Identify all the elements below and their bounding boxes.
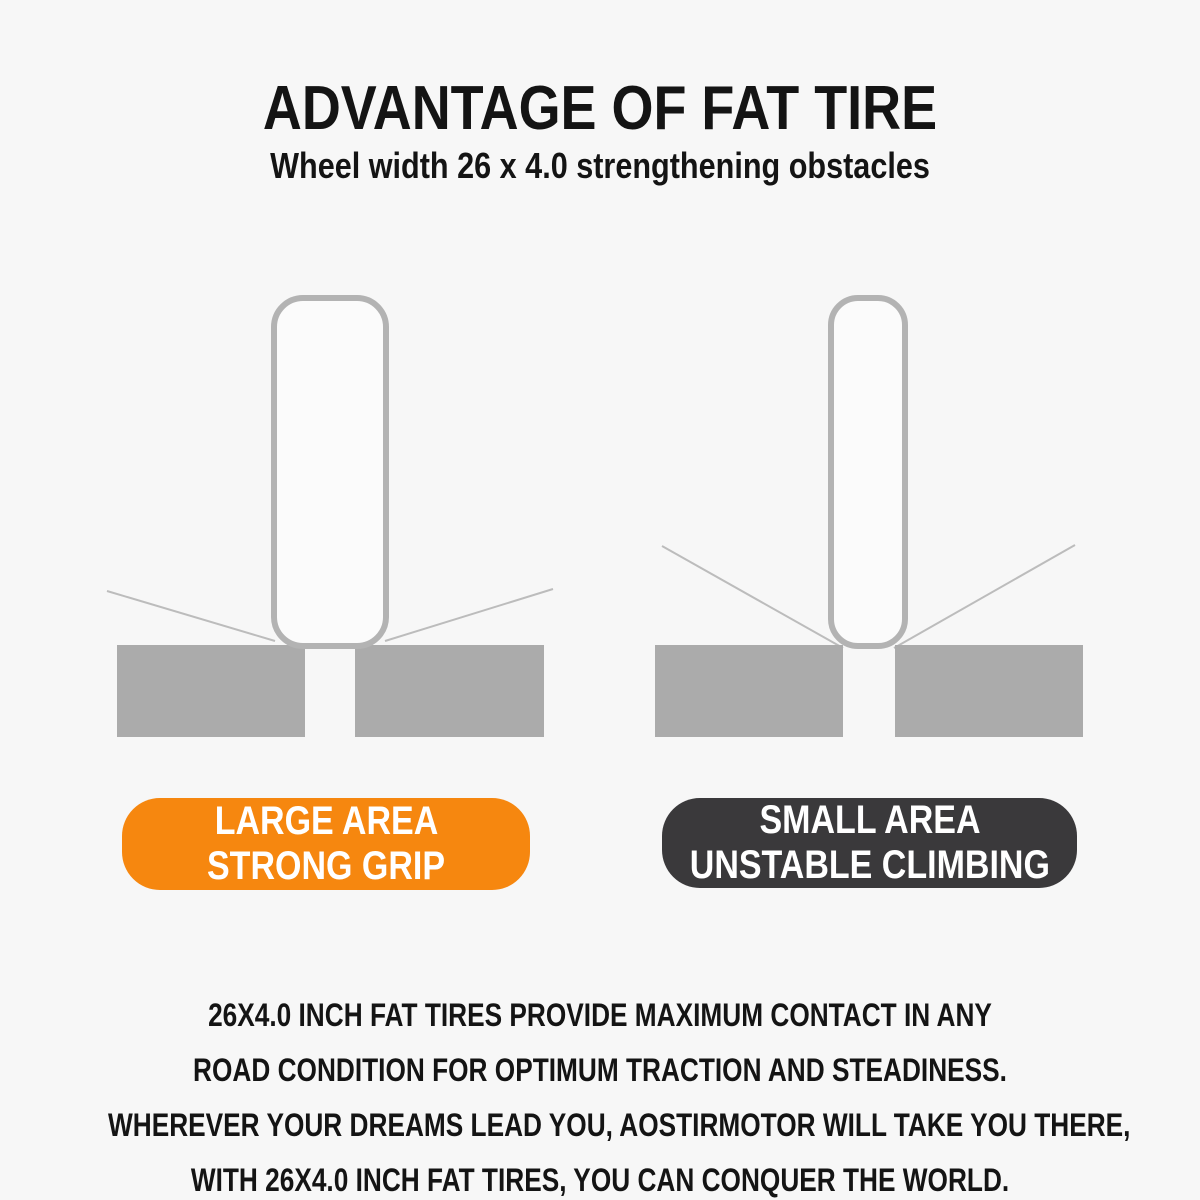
footer-line-4: WITH 26X4.0 INCH FAT TIRES, YOU CAN CONQUER THE WORLD. [190, 1162, 1010, 1198]
stability-line-right-inner [894, 545, 1075, 648]
stability-line-left-outer [107, 591, 275, 641]
road-block-left-a [117, 645, 305, 737]
stability-line-right-outer [662, 546, 843, 648]
page-subtitle: Wheel width 26 x 4.0 strengthening obstacles [270, 145, 930, 186]
large-area-badge-line2: STRONG GRIP [206, 844, 446, 888]
small-area-badge-line2: UNSTABLE CLIMBING [689, 843, 1050, 887]
narrow-tire-profile [828, 295, 908, 649]
footer-line-3: WHEREVER YOUR DREAMS LEAD YOU, AOSTIRMOTOR WILL TAKE YOU THERE, [108, 1107, 1131, 1143]
footer-line-1: 26X4.0 INCH FAT TIRES PROVIDE MAXIMUM CONTACT IN ANY [208, 997, 992, 1033]
footer-paragraph [0, 988, 1200, 1200]
small-area-badge [662, 798, 1077, 888]
fat-tire-profile [271, 295, 389, 649]
road-block-left-b [355, 645, 544, 737]
small-area-badge-line1: SMALL AREA [759, 798, 980, 842]
road-block-right-a [655, 645, 843, 737]
page-title: ADVANTAGE OF FAT TIRE [262, 74, 938, 143]
footer-line-2: ROAD CONDITION FOR OPTIMUM TRACTION AND STEADINESS. [193, 1052, 1007, 1088]
stability-line-left-inner [385, 589, 553, 641]
road-block-right-b [895, 645, 1083, 737]
large-area-badge [122, 798, 530, 890]
large-area-badge-line1: LARGE AREA [214, 799, 438, 843]
